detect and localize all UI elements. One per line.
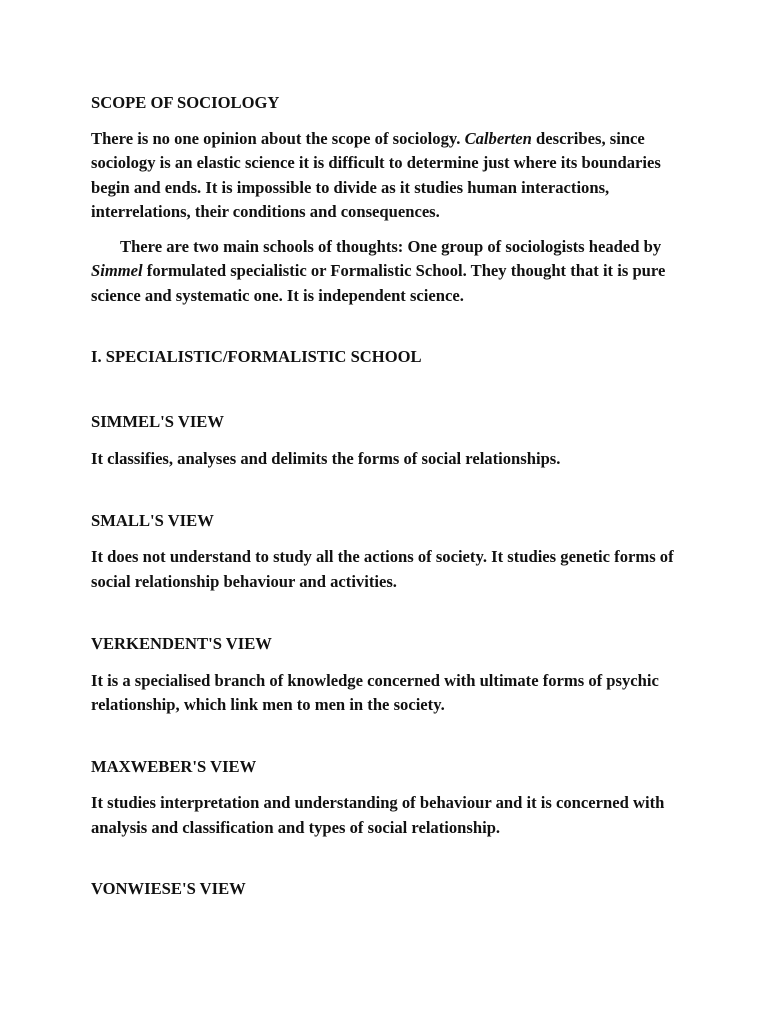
author-name-simmel: Simmel — [91, 261, 143, 280]
intro-paragraph-2 — [91, 235, 688, 309]
intro-paragraph-1 — [91, 127, 688, 225]
intro-p1-text-end: describes, since sociology is an elastic science it is difficult to determine just where its boundaries begin and ends. It is impossible to divide as it studies human interactions, interrelations, their conditions and consequences. — [91, 128, 661, 221]
intro-p1-text-start: There is no one opinion about the scope of sociology. — [91, 128, 465, 148]
view-text-simmel: It classifies, analyses and delimits the forms of social relationships. — [91, 449, 561, 468]
author-name-calberten: Calberten — [464, 128, 532, 148]
view-text-verkendent: It is a specialised branch of knowledge concerned with ultimate forms of psychic relationship, which link men to men in the society. — [91, 670, 659, 714]
view-heading-vonwiese: VONWIESE'S VIEW — [91, 879, 246, 898]
document-title: SCOPE OF SOCIOLOGY — [91, 93, 280, 112]
intro-p2-text-start: There are two main schools of thoughts: One group of sociologists headed by — [120, 236, 662, 256]
view-text-small: It does not understand to study all the actions of society. It studies genetic forms of social relationship behaviour and activities. — [91, 547, 674, 591]
intro-p2-text-end: formulated specialistic or Formalistic School. They thought that it is pure science and systematic one. It is independent science. — [91, 261, 666, 305]
view-text-maxweber: It studies interpretation and understanding of behaviour and it is concerned with analysis and classification and types of social relationship. — [91, 793, 665, 837]
section-heading-school: I. SPECIALISTIC/FORMALISTIC SCHOOL — [91, 347, 422, 366]
view-heading-simmel: SIMMEL'S VIEW — [91, 411, 224, 431]
view-heading-maxweber: MAXWEBER'S VIEW — [91, 756, 257, 776]
view-heading-small: SMALL'S VIEW — [91, 510, 214, 530]
view-heading-verkendent: VERKENDENT'S VIEW — [91, 634, 272, 653]
